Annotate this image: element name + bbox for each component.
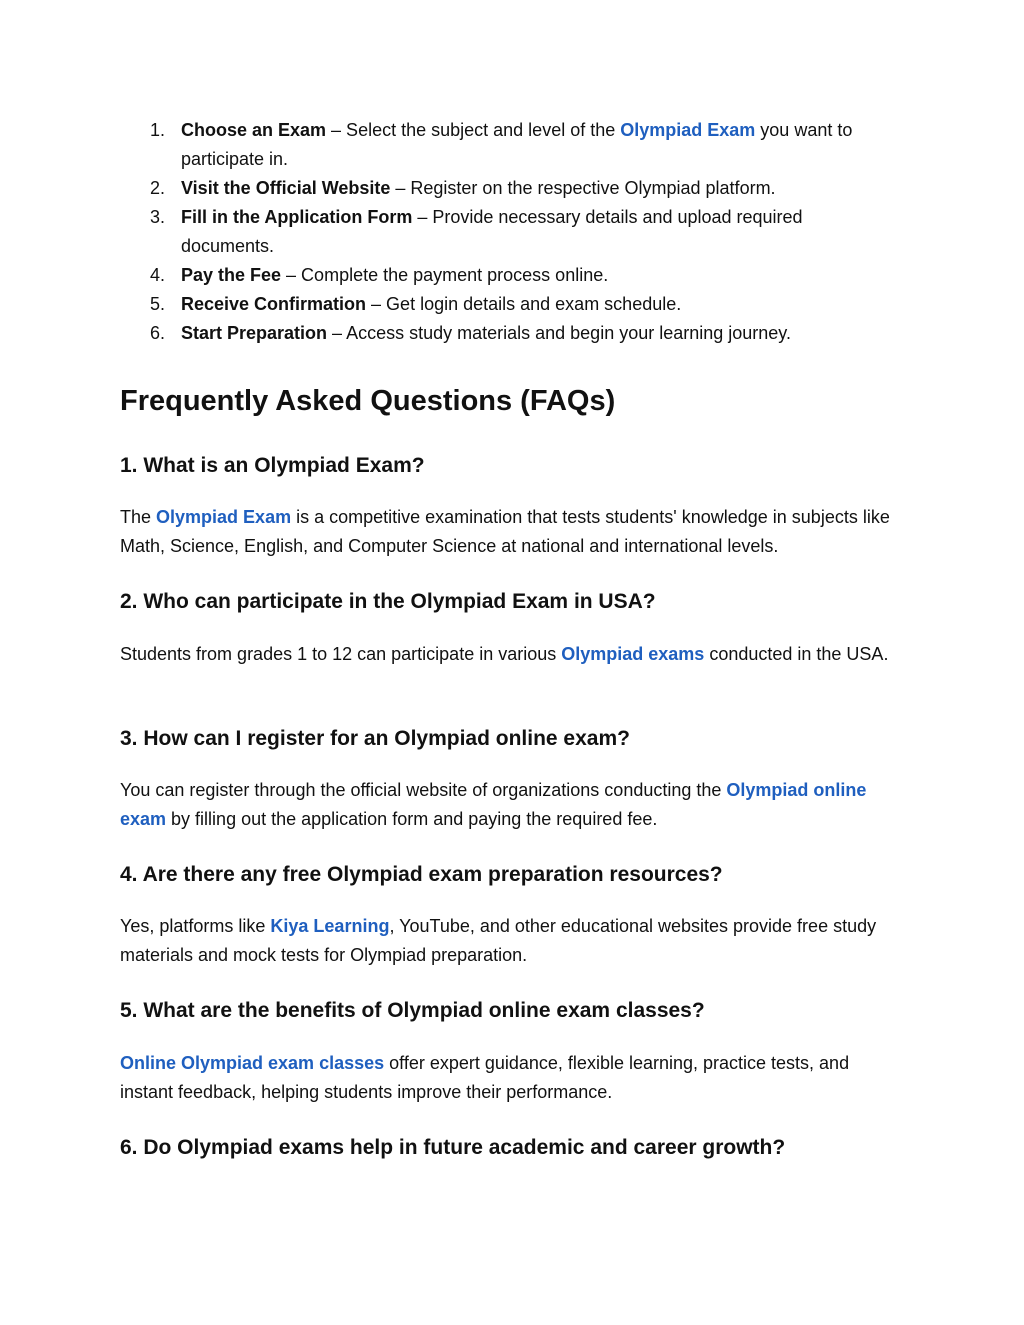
faq-answer <box>120 1049 900 1107</box>
faq-answer <box>120 503 900 561</box>
list-number: 5. <box>150 294 166 314</box>
list-number: 2. <box>150 178 166 198</box>
faq-heading: Frequently Asked Questions (FAQs) <box>120 385 616 417</box>
faq-question: 1. What is an Olympiad Exam? <box>120 454 425 477</box>
answer-text: The <box>120 507 157 527</box>
list-item <box>120 319 900 348</box>
faq-answer <box>120 912 900 970</box>
faq-answer <box>120 776 900 834</box>
list-number: 6. <box>150 323 166 343</box>
answer-text: Students from grades 1 to 12 can participate in various <box>120 644 562 664</box>
step-text: – Select the subject and level of the <box>326 120 621 140</box>
olympiad-online-exam-link[interactable]: Olympiad online exam <box>120 780 867 829</box>
answer-text: You can register through the official website of organizations conducting the <box>120 780 727 800</box>
step-title: Fill in the Application Form <box>181 207 413 227</box>
step-title: Start Preparation <box>181 323 328 343</box>
list-number: 3. <box>150 207 166 227</box>
answer-text: is a competitive examination that tests students' knowledge in subjects like Math, Science, English, and Computer Science at national and international levels. <box>120 507 890 556</box>
step-title: Receive Confirmation <box>181 294 367 314</box>
online-olympiad-exam-classes-link[interactable]: Online Olympiad exam classes <box>120 1053 385 1073</box>
kiya-learning-link[interactable]: Kiya Learning <box>270 916 390 936</box>
step-title: Pay the Fee <box>181 265 282 285</box>
step-text: – Complete the payment process online. <box>281 265 609 285</box>
faq-answer <box>120 640 900 669</box>
step-text: – Get login details and exam schedule. <box>366 294 682 314</box>
list-item <box>120 261 900 290</box>
list-item <box>120 174 900 203</box>
answer-text: offer expert guidance, flexible learning, practice tests, and instant feedback, helping students improve their performance. <box>120 1053 850 1102</box>
list-item <box>120 116 900 174</box>
step-text: you want to participate in. <box>181 120 853 169</box>
registration-steps-list <box>120 116 900 348</box>
step-title: Choose an Exam <box>181 120 327 140</box>
olympiad-exam-link[interactable]: Olympiad Exam <box>156 507 292 527</box>
answer-text: conducted in the USA. <box>704 644 889 664</box>
answer-text: by filling out the application form and paying the required fee. <box>166 809 658 829</box>
step-title: Visit the Official Website <box>181 178 391 198</box>
step-text: – Provide necessary details and upload required documents. <box>181 207 803 256</box>
answer-text: , YouTube, and other educational websites provide free study materials and mock tests for Olympiad preparation. <box>120 916 877 965</box>
list-item <box>120 290 900 319</box>
list-number: 4. <box>150 265 166 285</box>
olympiad-exams-link[interactable]: Olympiad exams <box>561 644 705 664</box>
step-text: – Register on the respective Olympiad platform. <box>390 178 776 198</box>
list-number: 1. <box>150 120 166 140</box>
faq-question: 5. What are the benefits of Olympiad online exam classes? <box>120 999 705 1022</box>
olympiad-exam-link[interactable]: Olympiad Exam <box>620 120 756 140</box>
faq-question: 3. How can I register for an Olympiad online exam? <box>120 727 630 750</box>
step-text: – Access study materials and begin your learning journey. <box>327 323 791 343</box>
faq-question: 4. Are there any free Olympiad exam preparation resources? <box>120 863 723 886</box>
answer-text: Yes, platforms like <box>120 916 271 936</box>
faq-question: 6. Do Olympiad exams help in future academic and career growth? <box>120 1136 786 1159</box>
list-item <box>120 203 900 261</box>
faq-question: 2. Who can participate in the Olympiad Exam in USA? <box>120 590 656 613</box>
